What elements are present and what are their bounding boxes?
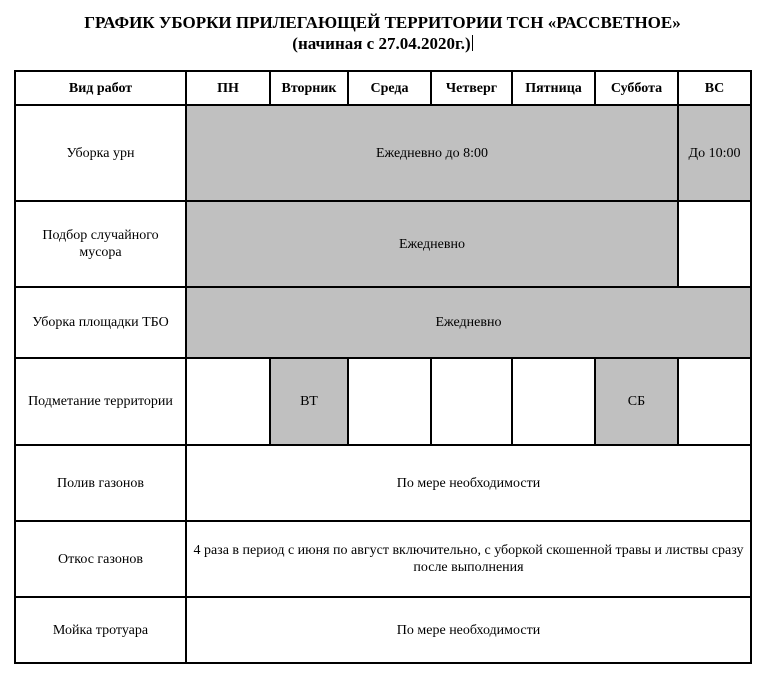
table-row: [15, 358, 751, 445]
row-label-mowing: Откос газонов: [15, 521, 186, 597]
tbo-all-cell: Ежедневно: [186, 287, 751, 358]
page-title: ГРАФИК УБОРКИ ПРИЛЕГАЮЩЕЙ ТЕРРИТОРИИ ТСН «РАССВЕТНОЕ»: [84, 13, 681, 32]
sweeping-thu-cell: [431, 358, 512, 445]
text-cursor: [472, 35, 473, 51]
schedule-table: [14, 70, 752, 664]
header-day-fri: Пятница: [512, 71, 595, 105]
header-day-sun: ВС: [678, 71, 751, 105]
header-day-tue: Вторник: [270, 71, 348, 105]
sweeping-fri-cell: [512, 358, 595, 445]
sweeping-mon-cell: [186, 358, 270, 445]
table-row: [15, 105, 751, 201]
sweeping-sat-cell: СБ: [595, 358, 678, 445]
row-label-sweeping: Подметание территории: [15, 358, 186, 445]
header-work-type: Вид работ: [15, 71, 186, 105]
litter-weekdays-cell: Ежедневно: [186, 201, 678, 287]
sweeping-wed-cell: [348, 358, 431, 445]
header-day-thu: Четверг: [431, 71, 512, 105]
row-label-watering: Полив газонов: [15, 445, 186, 521]
table-row: [15, 521, 751, 597]
urns-weekdays-cell: Ежедневно до 8:00: [186, 105, 678, 201]
page-subtitle: [0, 34, 765, 54]
sweeping-sun-cell: [678, 358, 751, 445]
row-label-urns: Уборка урн: [15, 105, 186, 201]
header-row: [15, 71, 751, 105]
header-day-wed: Среда: [348, 71, 431, 105]
mowing-all-cell: 4 раза в период с июня по август включительно, с уборкой скошенной травы и листвы сразу после выполнения: [186, 521, 751, 597]
sweeping-tue-cell: ВТ: [270, 358, 348, 445]
urns-sunday-cell: До 10:00: [678, 105, 751, 201]
sidewalk-all-cell: По мере необходимости: [186, 597, 751, 663]
table-row: [15, 287, 751, 358]
table-row: [15, 445, 751, 521]
table-row: [15, 201, 751, 287]
watering-all-cell: По мере необходимости: [186, 445, 751, 521]
row-label-litter: Подбор случайного мусора: [15, 201, 186, 287]
table-row: [15, 597, 751, 663]
row-label-tbo: Уборка площадки ТБО: [15, 287, 186, 358]
subtitle-text: (начиная с 27.04.2020г.): [292, 34, 471, 53]
header-day-mon: ПН: [186, 71, 270, 105]
litter-sunday-cell: [678, 201, 751, 287]
header-day-sat: Суббота: [595, 71, 678, 105]
row-label-sidewalk: Мойка тротуара: [15, 597, 186, 663]
